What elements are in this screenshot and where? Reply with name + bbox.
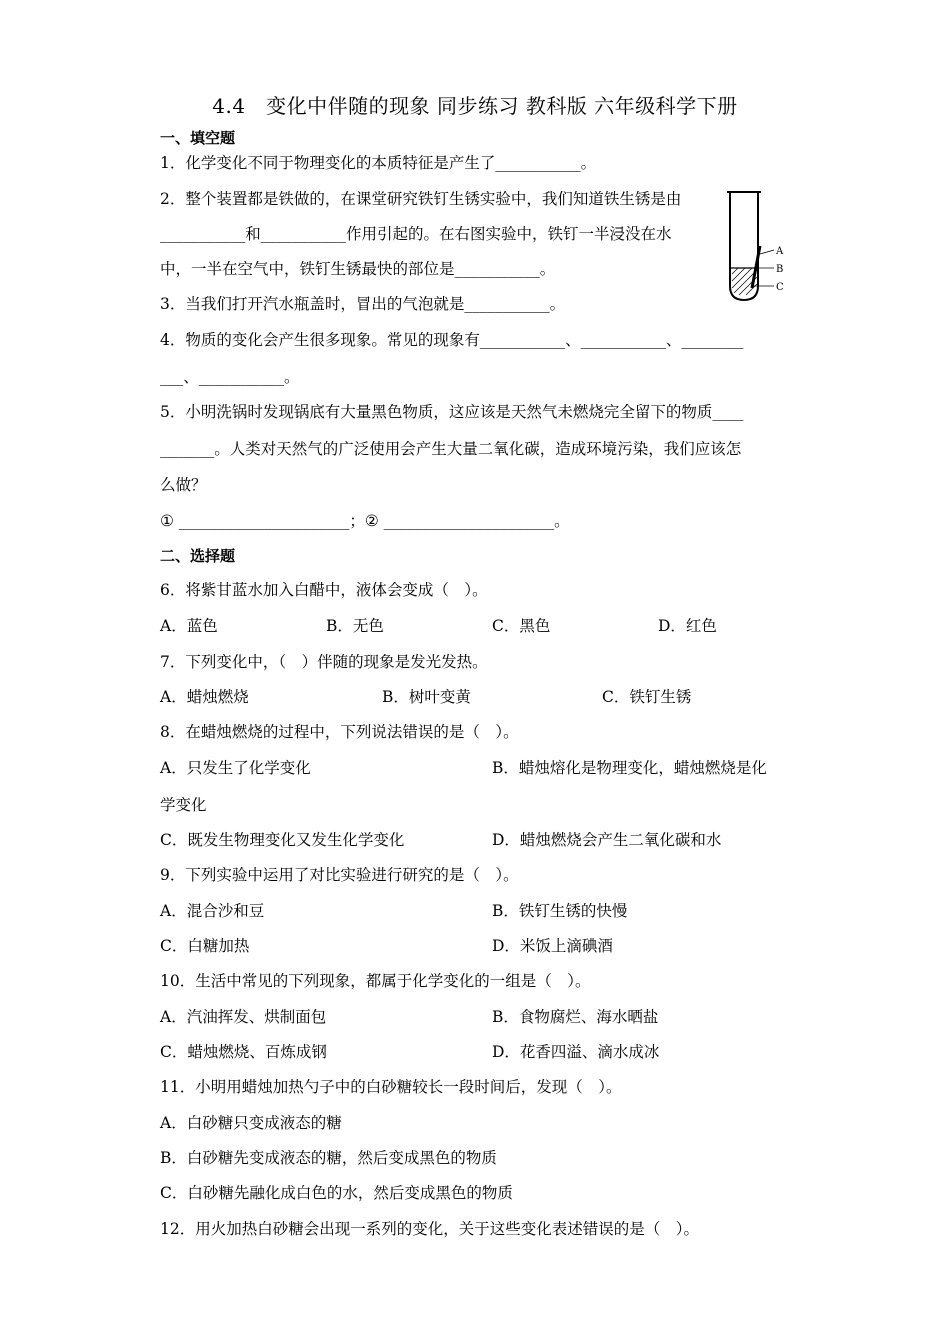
question-9-option-c: C．白糖加热 (160, 937, 250, 955)
question-10-option-b: B．食物腐烂、海水晒盐 (492, 1008, 659, 1026)
question-6-option-b: B．无色 (326, 617, 384, 635)
question-10-option-d: D．花香四溢、滴水成冰 (492, 1043, 660, 1061)
page-title: 4.4 变化中伴随的现象 同步练习 教科版 六年级科学下册 (212, 94, 738, 118)
question-6-option-d: D．红色 (658, 617, 717, 635)
question-9-option-d: D．米饭上滴碘酒 (492, 937, 613, 955)
question-8-option-c: C．既发生物理变化又发生化学变化 (160, 831, 405, 849)
question-9-option-b: B．铁钉生锈的快慢 (492, 902, 628, 920)
question-7-option-c: C．铁钉生锈 (602, 688, 692, 706)
question-11-option-c: C．白砂糖先融化成白色的水，然后变成黑色的物质 (160, 1184, 513, 1202)
test-tube-nail-figure (722, 188, 792, 308)
label-a: A (776, 246, 784, 257)
question-5-line-1: 5．小明洗锅时发现锅底有大量黑色物质，这应该是天然气未燃烧完全留下的物质____ (160, 403, 744, 421)
question-12: 12．用火加热白砂糖会出现一系列的变化，关于这些变化表述错误的是（ ）。 (160, 1220, 699, 1238)
question-2-line-1: 2．整个装置都是铁做的，在课堂研究铁钉生锈实验中，我们知道铁生锈是由 (160, 190, 682, 208)
question-2-line-2: ___________和___________作用引起的。在右图实验中，铁钉一半浸没在水 (160, 225, 672, 243)
question-11: 11．小明用蜡烛加热勺子中的白砂糖较长一段时间后，发现（ ）。 (160, 1078, 622, 1096)
section-heading-multiple-choice: 二、选择题 (160, 547, 236, 565)
label-a-pointer (760, 250, 774, 254)
question-8-option-d: D．蜡烛燃烧会产生二氧化碳和水 (492, 831, 722, 849)
question-6: 6．将紫甘蓝水加入白醋中，液体会变成（ ）。 (160, 581, 488, 599)
question-10-option-a: A．汽油挥发、烘制面包 (160, 1008, 327, 1026)
label-c: C (776, 282, 784, 293)
question-1: 1．化学变化不同于物理变化的本质特征是产生了___________。 (160, 154, 597, 172)
question-6-option-a: A．蓝色 (160, 617, 218, 635)
question-8: 8．在蜡烛燃烧的过程中，下列说法错误的是（ ）。 (160, 723, 519, 741)
question-7: 7．下列变化中，（ ）伴随的现象是发光发热。 (160, 653, 488, 671)
label-b: B (776, 264, 784, 275)
question-7-option-b: B．树叶变黄 (382, 688, 471, 706)
question-11-option-b: B．白砂糖先变成液态的糖，然后变成黑色的物质 (160, 1149, 497, 1167)
question-8-option-b-continued: 学变化 (160, 796, 207, 814)
question-6-option-c: C．黑色 (492, 617, 551, 635)
question-9-option-a: A．混合沙和豆 (160, 902, 265, 920)
question-3: 3．当我们打开汽水瓶盖时，冒出的气泡就是___________。 (160, 295, 566, 313)
question-8-option-b: B．蜡烛熔化是物理变化，蜡烛燃烧是化 (492, 759, 767, 777)
question-10: 10．生活中常见的下列现象，都属于化学变化的一组是（ ）。 (160, 972, 591, 990)
question-5-line-3: 么做？ (160, 476, 207, 494)
question-8-option-a: A．只发生了化学变化 (160, 759, 311, 777)
question-10-option-c: C．蜡烛燃烧、百炼成钢 (160, 1043, 327, 1061)
question-5-line-2: _______。人类对天然气的广泛使用会产生大量二氧化碳，造成环境污染，我们应该怎 (160, 440, 742, 458)
question-4-line-1: 4．物质的变化会产生很多现象。常见的现象有___________、___________、________ (160, 331, 744, 349)
question-7-option-a: A．蜡烛燃烧 (160, 688, 249, 706)
section-heading-fill-in: 一、填空题 (160, 129, 236, 147)
question-9: 9．下列实验中运用了对比实验进行研究的是（ ）。 (160, 866, 519, 884)
question-2-line-3: 中，一半在空气中，铁钉生锈最快的部位是___________。 (160, 260, 556, 278)
question-11-option-a: A．白砂糖只变成液态的糖 (160, 1114, 342, 1132)
question-4-line-2: ___、___________。 (160, 368, 300, 386)
question-5-line-4: ① ______________________；② ______________________。 (160, 512, 570, 530)
